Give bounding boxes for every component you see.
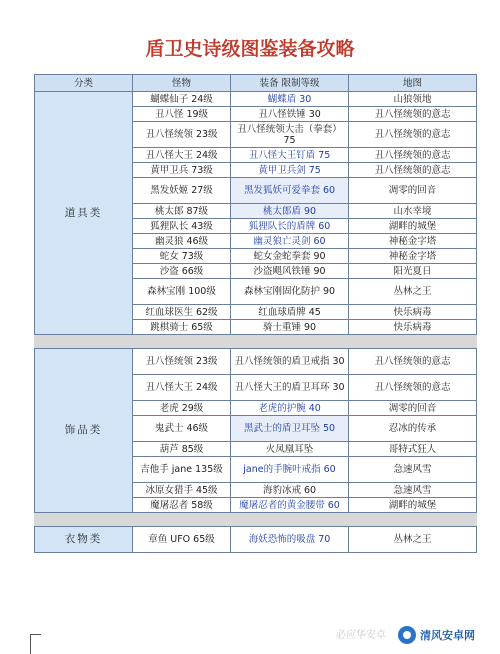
equipment-cell: 沙盗飓风铁锤 90	[231, 264, 349, 279]
equipment-cell: 老虎的护腕 40	[231, 401, 349, 416]
corner-mark	[30, 634, 41, 654]
map-cell: 丑八怪统领的意志	[349, 107, 477, 122]
table-row	[35, 527, 477, 553]
group-separator	[35, 335, 477, 349]
equipment-cell: jane的手腕叶戒指 60	[231, 457, 349, 483]
equipment-cell: 丑八怪统领大击（拳套）75	[231, 122, 349, 148]
monster-cell: 丑八怪大王 24级	[133, 148, 231, 163]
equipment-cell: 蛇女金蛇拳套 90	[231, 249, 349, 264]
monster-cell: 黄甲卫兵 73级	[133, 163, 231, 178]
map-cell: 丑八怪统领的意志	[349, 349, 477, 375]
equipment-table	[34, 74, 477, 553]
monster-cell: 魔屠忍者 58级	[133, 498, 231, 513]
equipment-cell: 狐狸队长的盾牌 60	[231, 219, 349, 234]
map-cell: 山狼领地	[349, 92, 477, 107]
equipment-cell: 海豹冰戒 60	[231, 483, 349, 498]
map-cell: 阳光夏日	[349, 264, 477, 279]
header-row	[35, 75, 477, 92]
monster-cell: 吉他手 jane 135级	[133, 457, 231, 483]
monster-cell: 跳棋骑士 65级	[133, 320, 231, 335]
map-cell: 丑八怪统领的意志	[349, 375, 477, 401]
equipment-cell: 丑八怪铁锤 30	[231, 107, 349, 122]
watermark-brand: 清风安卓网	[420, 629, 475, 642]
map-cell: 丛林之王	[349, 279, 477, 305]
map-cell: 快乐病毒	[349, 305, 477, 320]
map-cell: 丑八怪统领的意志	[349, 148, 477, 163]
equipment-cell: 丑八怪大王钉盾 75	[231, 148, 349, 163]
equipment-cell: 魔屠忍者的黄金腰带 60	[231, 498, 349, 513]
monster-cell: 蛇女 73级	[133, 249, 231, 264]
map-cell: 神秘金字塔	[349, 249, 477, 264]
category-cell-props: 道具类	[35, 92, 133, 335]
equipment-cell: 骑士重锤 90	[231, 320, 349, 335]
group-separator	[35, 513, 477, 527]
monster-cell: 老虎 29级	[133, 401, 231, 416]
header-monster: 怪物	[133, 75, 231, 92]
map-cell: 丛林之王	[349, 527, 477, 553]
category-cell-clothing: 衣物类	[35, 527, 133, 553]
monster-cell: 丑八怪统领 23级	[133, 349, 231, 375]
category-cell-accessories: 饰品类	[35, 349, 133, 513]
map-cell: 急速风雪	[349, 483, 477, 498]
equipment-cell: 蝴蝶盾 30	[231, 92, 349, 107]
watermark-text: 必应华安卓	[336, 630, 386, 641]
map-cell: 山水幸境	[349, 204, 477, 219]
equipment-cell: 海妖恐怖的吸盘 70	[231, 527, 349, 553]
equipment-cell: 森林宝刚固化防护 90	[231, 279, 349, 305]
logo-icon	[398, 626, 416, 644]
equipment-cell: 黑武士的盾卫耳坠 50	[231, 416, 349, 442]
monster-cell: 葫芦 85级	[133, 442, 231, 457]
watermark	[398, 623, 488, 647]
monster-cell: 沙盗 66级	[133, 264, 231, 279]
header-category: 分类	[35, 75, 133, 92]
map-cell: 湖畔的城堡	[349, 219, 477, 234]
monster-cell: 森林宝刚 100级	[133, 279, 231, 305]
monster-cell: 蝴蝶仙子 24级	[133, 92, 231, 107]
map-cell: 神秘金字塔	[349, 234, 477, 249]
map-cell: 凋零的回音	[349, 178, 477, 204]
equipment-cell: 黄甲卫兵剑 75	[231, 163, 349, 178]
equipment-cell: 红血球盾牌 45	[231, 305, 349, 320]
table-row	[35, 349, 477, 375]
monster-cell: 丑八怪大王 24级	[133, 375, 231, 401]
map-cell: 湖畔的城堡	[349, 498, 477, 513]
map-cell: 急速风雪	[349, 457, 477, 483]
map-cell: 快乐病毒	[349, 320, 477, 335]
table-row	[35, 92, 477, 107]
page-title: 盾卫史诗级图鉴装备攻略	[145, 38, 355, 60]
header-equipment: 装备 限制等级	[231, 75, 349, 92]
equipment-cell: 火凤凰耳坠	[231, 442, 349, 457]
equipment-cell: 黑发狐妖可爱拳套 60	[231, 178, 349, 204]
monster-cell: 幽灵狼 46级	[133, 234, 231, 249]
map-cell: 丑八怪统领的意志	[349, 122, 477, 148]
map-cell: 哥特式狂人	[349, 442, 477, 457]
monster-cell: 冰原女猎手 45级	[133, 483, 231, 498]
monster-cell: 丑八怪 19级	[133, 107, 231, 122]
equipment-cell: 幽灵狼亡灵剑 60	[231, 234, 349, 249]
monster-cell: 黑发妖姬 27级	[133, 178, 231, 204]
equipment-cell: 丑八怪大王的盾卫耳环 30	[231, 375, 349, 401]
monster-cell: 章鱼 UFO 65级	[133, 527, 231, 553]
monster-cell: 红血球医生 62级	[133, 305, 231, 320]
monster-cell: 桃太郎 87级	[133, 204, 231, 219]
equipment-cell: 桃太郎盾 90	[231, 204, 349, 219]
map-cell: 凋零的回音	[349, 401, 477, 416]
map-cell: 丑八怪统领的意志	[349, 163, 477, 178]
monster-cell: 鬼武士 46级	[133, 416, 231, 442]
header-map: 地图	[349, 75, 477, 92]
monster-cell: 狐狸队长 43级	[133, 219, 231, 234]
equipment-cell: 丑八怪统领的盾卫戒指 30	[231, 349, 349, 375]
monster-cell: 丑八怪统领 23级	[133, 122, 231, 148]
map-cell: 忍冰的传承	[349, 416, 477, 442]
